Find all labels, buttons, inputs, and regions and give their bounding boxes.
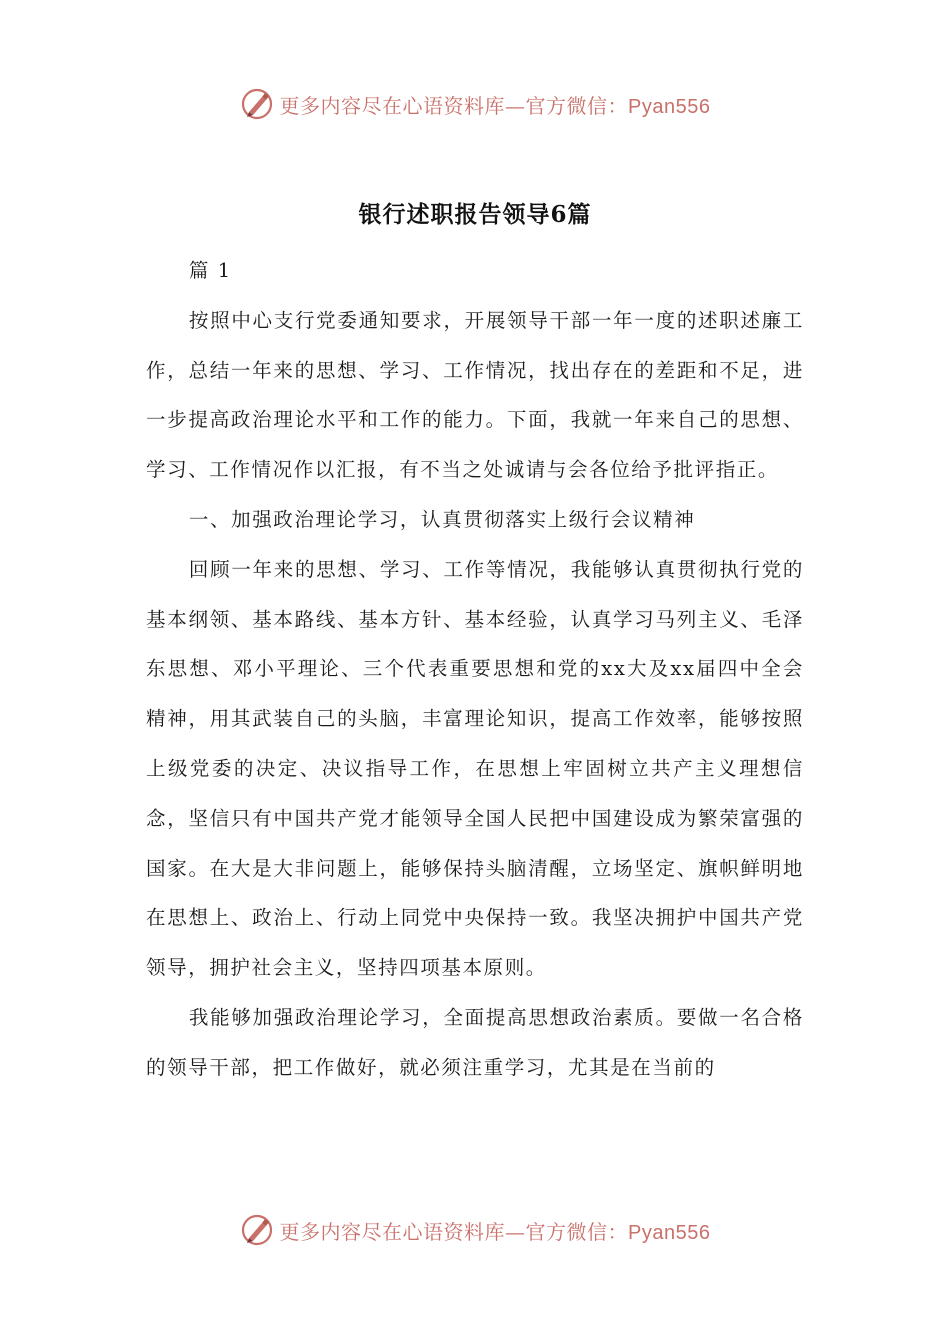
paragraph-intro: 按照中心支行党委通知要求，开展领导干部一年一度的述职述廉工作，总结一年来的思想、学习、工作情况，找出存在的差距和不足，进一步提高政治理论水平和工作的能力。下面，我就一年来自己的思想、学习、工作情况作以汇报，有不当之处诚请与会各位给予批评指正。 (146, 308, 804, 482)
watermark-text: 更多内容尽在心语资料库—官方微信：Pyan556 (279, 93, 711, 118)
paragraph-review: 回顾一年来的思想、学习、工作等情况，我能够认真贯彻执行党的基本纲领、基本路线、基本方针、基本经验，认真学习马列主义、毛泽东思想、邓小平理论、三个代表重要思想和党的xx大及xx届四中全会精神，用其武装自己的头脑，丰富理论知识，提高工作效率，能够按照上级党委的决定、决议指导工作，在思想上牢固树立共产主义理想信念，坚信只有中国共产党才能领导全国人民把中国建设成为繁荣富强的国家。在大是大非问题上，能够保持头脑清醒，立场坚定、旗帜鲜明地在思想上、政治上、行动上同党中央保持一致。我坚决拥护中国共产党领导，拥护社会主义，坚持四项基本原则。 (146, 557, 804, 980)
section-heading: 一、加强政治理论学习，认真贯彻落实上级行会议精神 (188, 507, 696, 531)
header-watermark (0, 82, 950, 126)
document-title: 银行述职报告领导6篇 (358, 201, 592, 228)
pen-logo-icon (240, 87, 274, 121)
wechat-id: Pyan556 (628, 1221, 711, 1244)
watermark-text: 更多内容尽在心语资料库—官方微信：Pyan556 (279, 1219, 711, 1244)
pen-logo-icon (240, 1213, 274, 1247)
wechat-id: Pyan556 (628, 95, 711, 118)
footer-watermark (0, 1208, 950, 1252)
document-body (146, 246, 804, 1093)
paragraph-study: 我能够加强政治理论学习，全面提高思想政治素质。要做一名合格的领导干部，把工作做好，就必须注重学习，尤其是在当前的 (146, 1005, 804, 1079)
section-label: 篇 1 (188, 259, 232, 282)
